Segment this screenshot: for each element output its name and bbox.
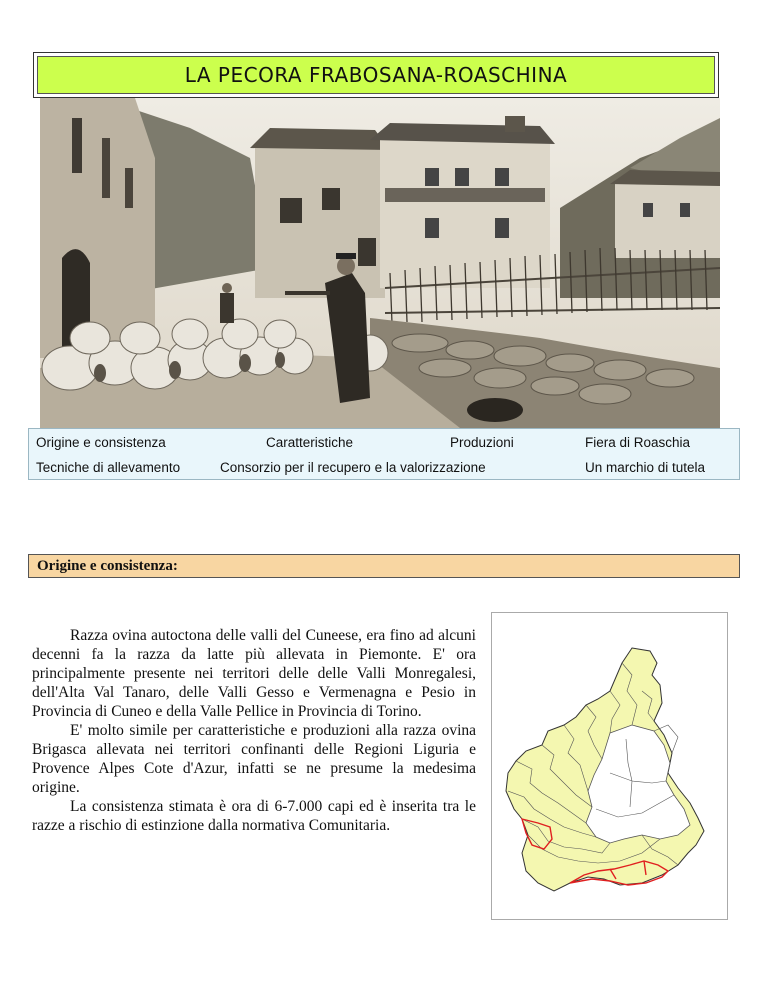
paragraph: Razza ovina autoctona delle valli del Cuneese, era fino ad alcuni decenni fa la razza da latte più allevata in Piemonte. E' ora principalmente presente nei territori delle delle Valli Monregalesi, dell'Alta Val Tanaro, delle Valli Gesso e Vermenagna e Pesio in Provincia di Cuneo e della Valle Pellice in Provincia di Torino.	[32, 627, 476, 720]
nav-link-origine[interactable]: Origine e consistenza	[36, 435, 166, 450]
nav-link-produzioni[interactable]: Produzioni	[450, 435, 514, 450]
historic-photo	[40, 98, 720, 428]
navigation-menu	[28, 428, 740, 480]
section-heading: Origine e consistenza:	[37, 557, 178, 574]
map-frame	[491, 612, 728, 920]
piemonte-map-icon	[492, 613, 727, 919]
nav-link-caratteristiche[interactable]: Caratteristiche	[266, 435, 354, 450]
paragraph: La consistenza stimata è ora di 6-7.000 capi ed è inserita tra le razze a rischio di estinzione dalla normativa Comunitaria.	[32, 798, 476, 834]
title-banner	[37, 56, 715, 94]
body-text	[32, 626, 476, 835]
historic-village-sheep-photo-icon	[40, 98, 720, 428]
paragraph: E' molto simile per caratteristiche e produzioni alla razza ovina Brigasca allevata nei territori confinanti delle Regioni Liguria e Provence Alpes Cote d'Azur, infatti se ne presume la medesima origine.	[32, 722, 476, 796]
title-box	[33, 52, 719, 98]
nav-link-fiera[interactable]: Fiera di Roaschia	[585, 435, 691, 450]
nav-link-marchio[interactable]: Un marchio di tutela	[585, 460, 706, 475]
nav-link-tecniche[interactable]: Tecniche di allevamento	[36, 460, 181, 475]
page-title: LA PECORA FRABOSANA-ROASCHINA	[184, 63, 568, 87]
section-heading-bar	[28, 554, 740, 578]
nav-link-consorzio[interactable]: Consorzio per il recupero e la valorizzazione	[220, 460, 486, 475]
